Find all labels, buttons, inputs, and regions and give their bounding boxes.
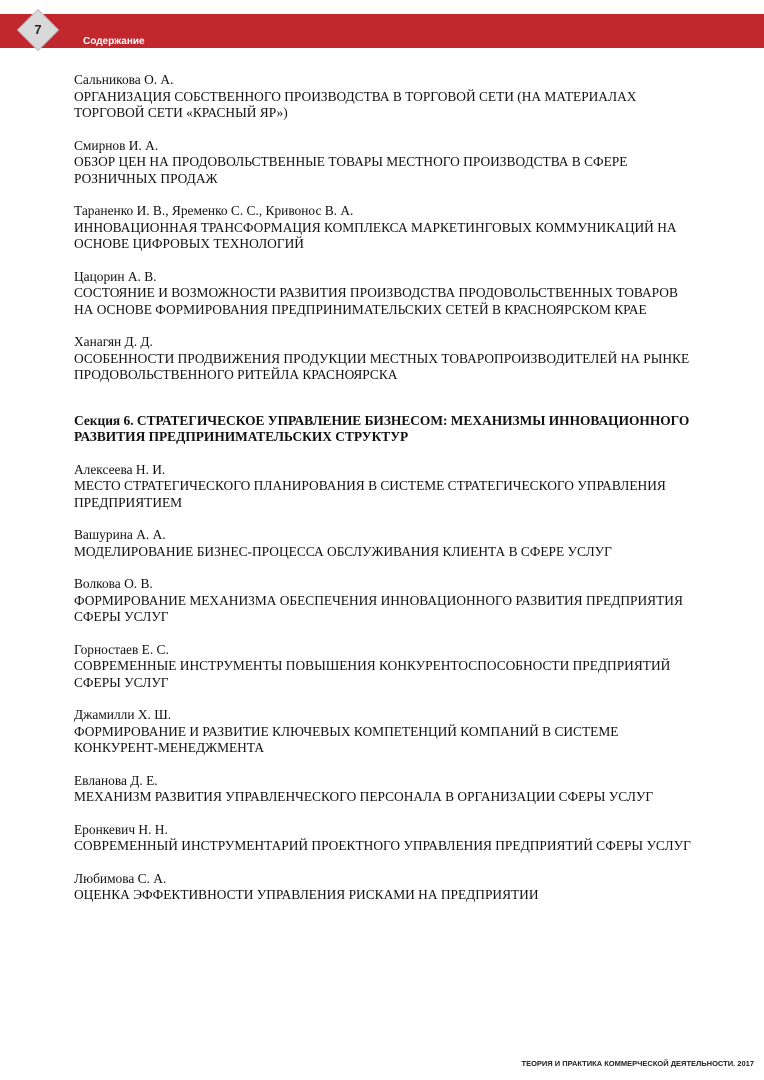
- toc-entry: [74, 773, 694, 806]
- entry-title: ИННОВАЦИОННАЯ ТРАНСФОРМАЦИЯ КОМПЛЕКСА МАРКЕТИНГОВЫХ КОММУНИКАЦИЙ НА ОСНОВЕ ЦИФРОВЫХ ТЕХНОЛОГИЙ: [74, 219, 677, 251]
- entry-author: Любимова С. А.: [74, 870, 167, 886]
- entry-author: Тараненко И. В., Яременко С. С., Кривонос В. А.: [74, 203, 354, 218]
- entry-title: МЕХАНИЗМ РАЗВИТИЯ УПРАВЛЕНЧЕСКОГО ПЕРСОНАЛА В ОРГАНИЗАЦИИ СФЕРЫ УСЛУГ: [74, 789, 654, 804]
- toc-entry: [74, 527, 694, 560]
- entry-title: ОРГАНИЗАЦИЯ СОБСТВЕННОГО ПРОИЗВОДСТВА В ТОРГОВОЙ СЕТИ (НА МАТЕРИАЛАХ ТОРГОВОЙ СЕТИ «КРАСНЫЙ ЯР»): [74, 88, 637, 120]
- toc-entry: [74, 334, 694, 384]
- entry-author: Горностаев Е. С.: [74, 641, 169, 657]
- toc-entry: [74, 269, 694, 319]
- entry-author: Смирнов И. А.: [74, 137, 159, 153]
- entry-title: ОБЗОР ЦЕН НА ПРОДОВОЛЬСТВЕННЫЕ ТОВАРЫ МЕСТНОГО ПРОИЗВОДСТВА В СФЕРЕ РОЗНИЧНЫХ ПРОДАЖ: [74, 154, 628, 186]
- toc-entry: [74, 642, 694, 692]
- toc-content: [74, 72, 694, 920]
- entry-title: ФОРМИРОВАНИЕ И РАЗВИТИЕ КЛЮЧЕВЫХ КОМПЕТЕНЦИЙ КОМПАНИЙ В СИСТЕМЕ КОНКУРЕНТ-МЕНЕДЖМЕНТА: [74, 723, 619, 755]
- entry-title: СОВРЕМЕННЫЙ ИНСТРУМЕНТАРИЙ ПРОЕКТНОГО УПРАВЛЕНИЯ ПРЕДПРИЯТИЙ СФЕРЫ УСЛУГ: [74, 838, 691, 853]
- toc-entry: [74, 707, 694, 757]
- toc-entry: [74, 72, 694, 122]
- entry-title: ОСОБЕННОСТИ ПРОДВИЖЕНИЯ ПРОДУКЦИИ МЕСТНЫХ ТОВАРОПРОИЗВОДИТЕЛЕЙ НА РЫНКЕ ПРОДОВОЛЬСТВЕННОГО РИТЕЙЛА КРАСНОЯРСКА: [74, 350, 690, 382]
- entry-title: СОСТОЯНИЕ И ВОЗМОЖНОСТИ РАЗВИТИЯ ПРОИЗВОДСТВА ПРОДОВОЛЬСТВЕННЫХ ТОВАРОВ НА ОСНОВЕ ФОРМИРОВАНИЯ ПРЕДПРИНИМАТЕЛЬСКИХ СЕТЕЙ В КРАСНОЯРСКОМ КРАЕ: [74, 285, 678, 317]
- entry-title: СОВРЕМЕННЫЕ ИНСТРУМЕНТЫ ПОВЫШЕНИЯ КОНКУРЕНТОСПОСОБНОСТИ ПРЕДПРИЯТИЙ СФЕРЫ УСЛУГ: [74, 658, 671, 690]
- page-number-badge: [19, 11, 57, 49]
- toc-entry: [74, 576, 694, 626]
- toc-entry: [74, 138, 694, 188]
- entry-author: Джамилли Х. Ш.: [74, 707, 172, 722]
- toc-entry: [74, 203, 694, 253]
- entry-author: Алексеева Н. И.: [74, 461, 166, 477]
- page-number: 7: [34, 22, 42, 37]
- entry-author: Цацорин А. В.: [74, 268, 157, 284]
- entry-title: ФОРМИРОВАНИЕ МЕХАНИЗМА ОБЕСПЕЧЕНИЯ ИННОВАЦИОННОГО РАЗВИТИЯ ПРЕДПРИЯТИЯ СФЕРЫ УСЛУГ: [74, 592, 683, 624]
- section-label: Содержание: [83, 36, 145, 47]
- entry-title: МЕСТО СТРАТЕГИЧЕСКОГО ПЛАНИРОВАНИЯ В СИСТЕМЕ СТРАТЕГИЧЕСКОГО УПРАВЛЕНИЯ ПРЕДПРИЯТИЕМ: [74, 478, 666, 510]
- toc-list-section: [74, 462, 694, 904]
- entry-title: МОДЕЛИРОВАНИЕ БИЗНЕС-ПРОЦЕССА ОБСЛУЖИВАНИЯ КЛИЕНТА В СФЕРЕ УСЛУГ: [74, 543, 612, 559]
- entry-author: Сальникова О. А.: [74, 72, 174, 87]
- entry-author: Евланова Д. Е.: [74, 772, 158, 788]
- footer-journal-title: ТЕОРИЯ И ПРАКТИКА КОММЕРЧЕСКОЙ ДЕЯТЕЛЬНОСТИ. 2017: [521, 1059, 754, 1068]
- entry-title: ОЦЕНКА ЭФФЕКТИВНОСТИ УПРАВЛЕНИЯ РИСКАМИ НА ПРЕДПРИЯТИИ: [74, 887, 539, 902]
- entry-author: Вашурина А. А.: [74, 527, 166, 542]
- entry-author: Волкова О. В.: [74, 576, 153, 591]
- entry-author: Еронкевич Н. Н.: [74, 821, 168, 837]
- toc-entry: [74, 822, 694, 855]
- header-bar: [0, 14, 764, 48]
- section-heading: Секция 6. СТРАТЕГИЧЕСКОЕ УПРАВЛЕНИЕ БИЗНЕСОМ: МЕХАНИЗМЫ ИННОВАЦИОННОГО РАЗВИТИЯ ПРЕДПРИНИМАТЕЛЬСКИХ СТРУКТУР: [74, 412, 690, 444]
- entry-author: Ханагян Д. Д.: [74, 334, 153, 349]
- toc-entry: [74, 462, 694, 512]
- toc-entry: [74, 871, 694, 904]
- toc-list-top: [74, 72, 694, 384]
